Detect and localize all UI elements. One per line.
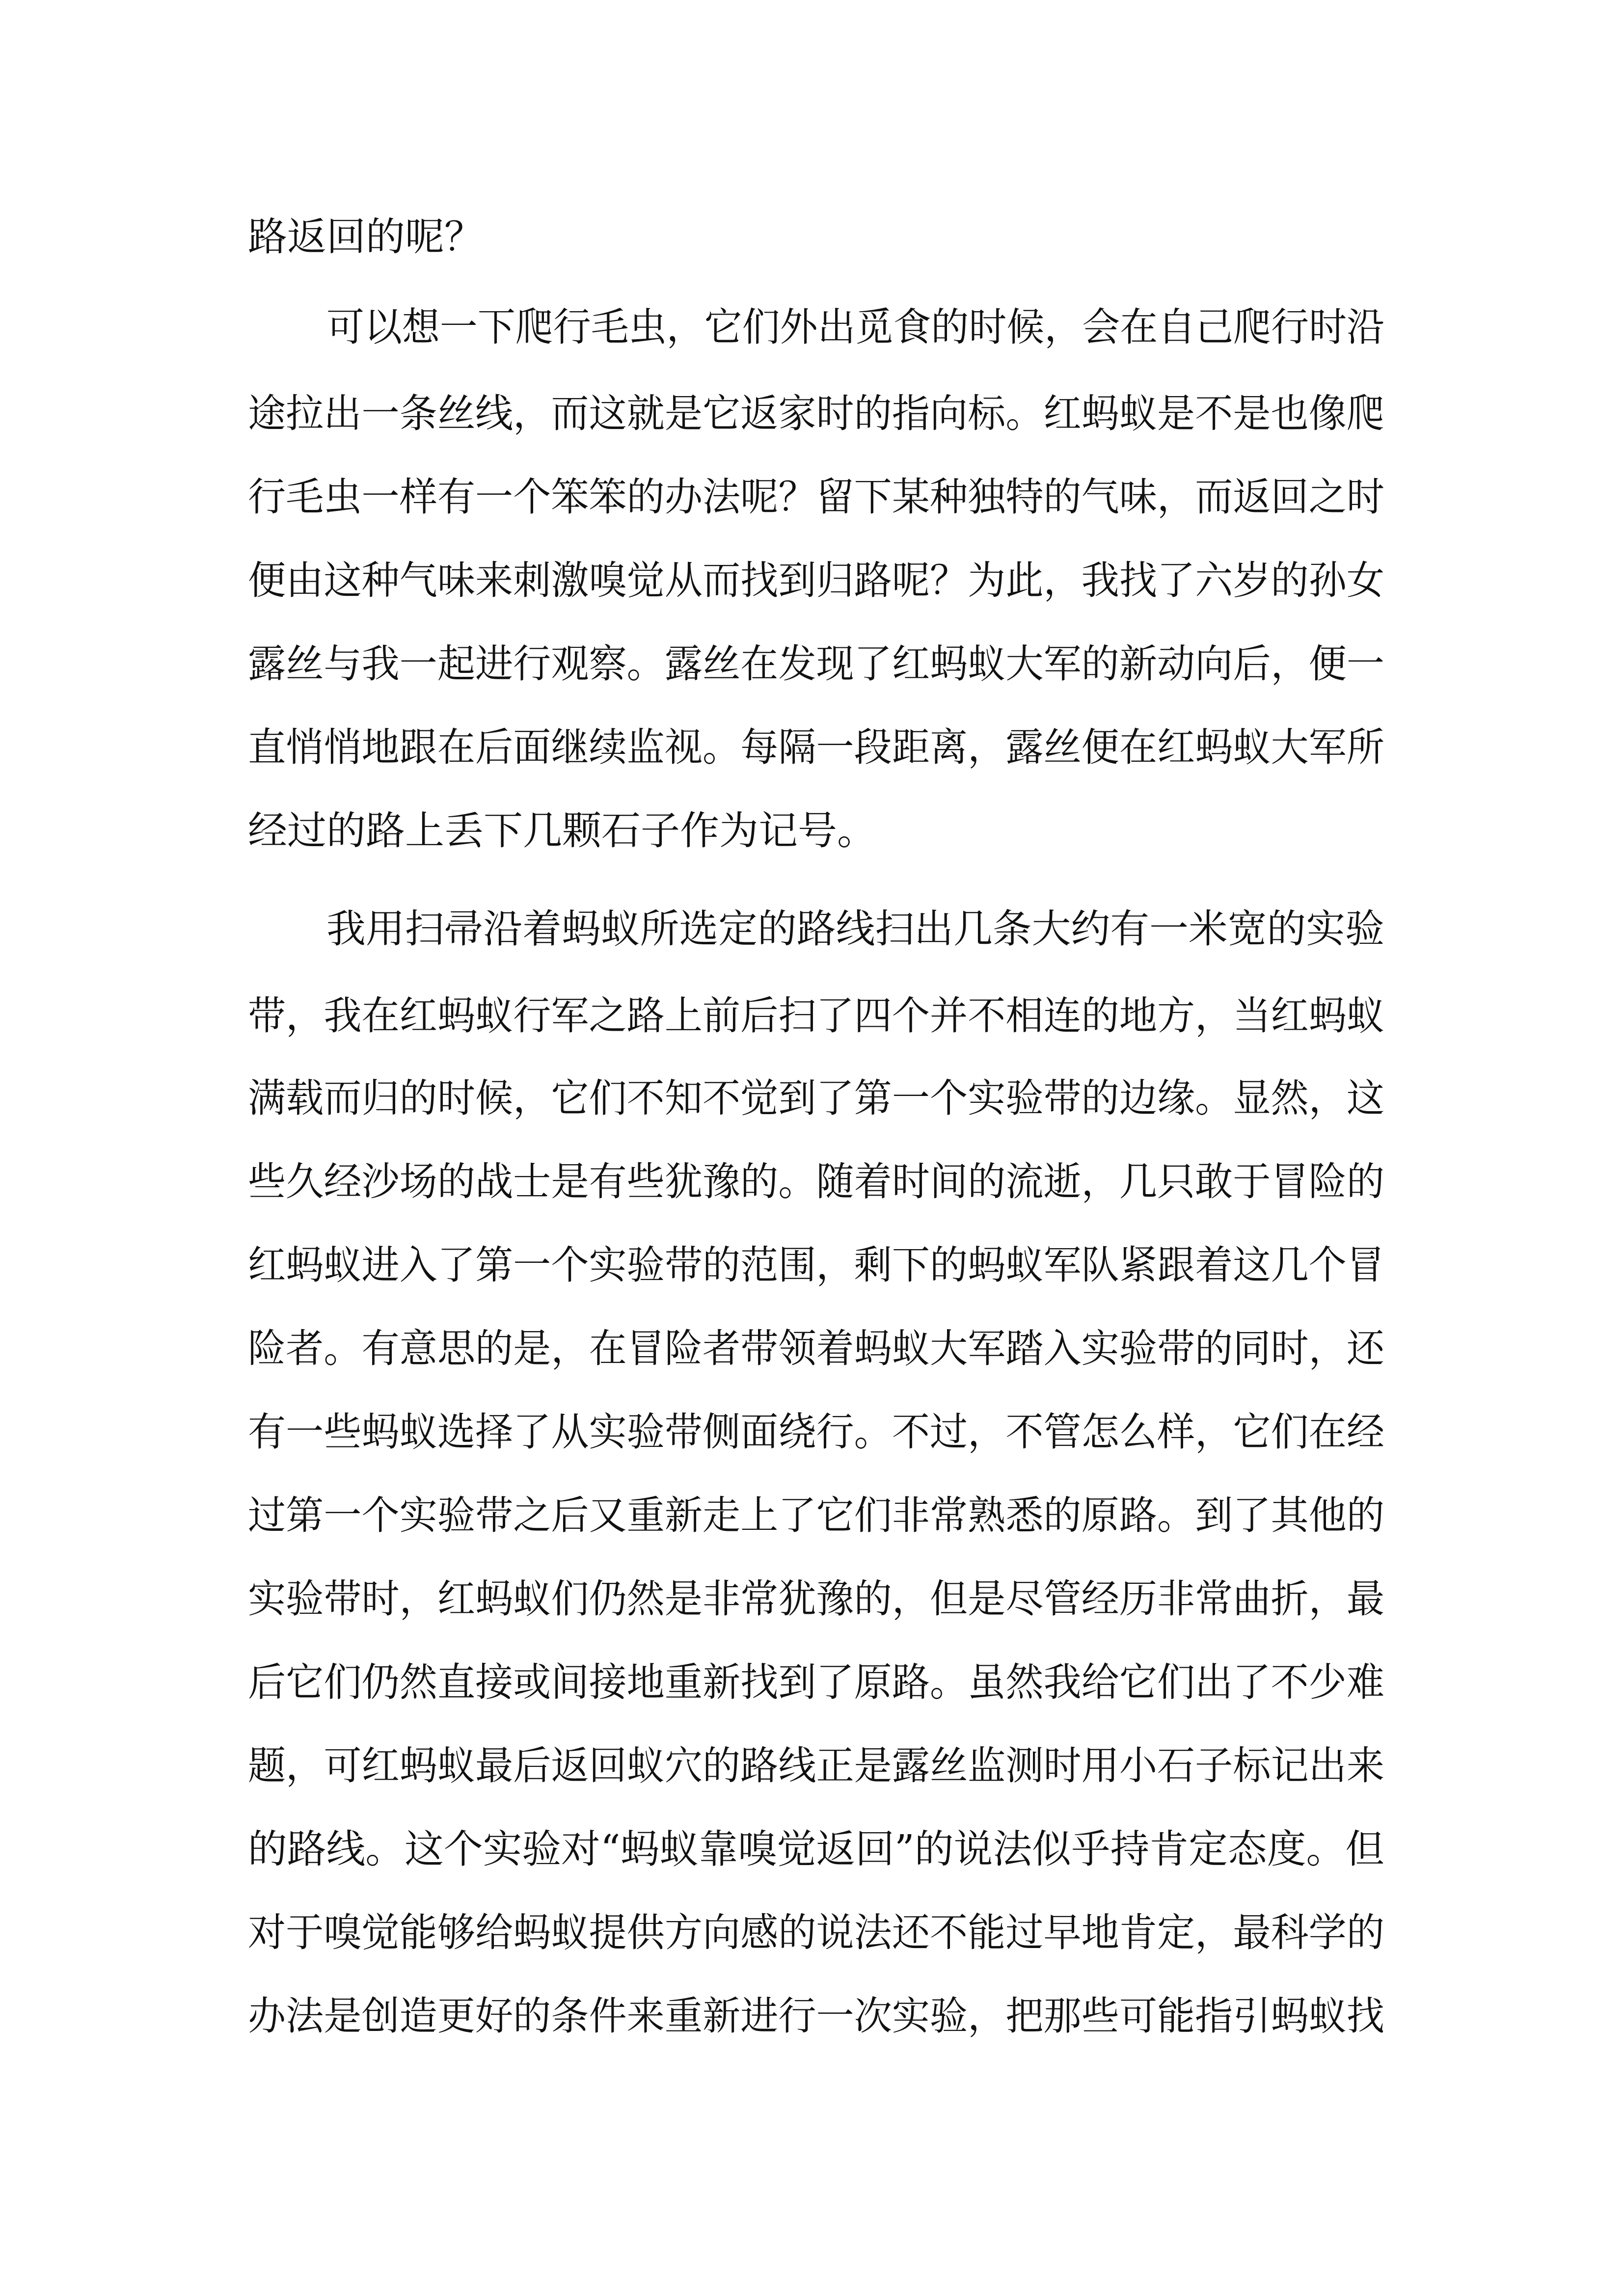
line-text: 露丝与我一起进行观察。露丝在发现了红蚂蚁大军的新动向后，便一 <box>248 641 1384 687</box>
line-text: 的路线。这个实验对“蚂蚁靠嗅觉返回”的说法似乎持肯定态度。但 <box>248 1826 1384 1872</box>
line-text: 我用扫帚沿着蚂蚁所选定的路线扫出几条大约有一米宽的实验 <box>326 906 1384 952</box>
line-text: 满载而归的时候，它们不知不觉到了第一个实验带的边缘。显然，这 <box>248 1075 1384 1121</box>
text-line <box>0 372 1624 455</box>
text-line <box>0 1808 1624 1891</box>
line-text: 可以想一下爬行毛虫，它们外出觅食的时候，会在自己爬行时沿 <box>326 304 1384 350</box>
line-text: 险者。有意思的是，在冒险者带领着蚂蚁大军踏入实验带的同时，还 <box>248 1326 1384 1371</box>
text-line <box>0 789 1624 873</box>
text-line <box>0 539 1624 622</box>
line-text: 有一些蚂蚁选择了从实验带侧面绕行。不过，不管怎么样，它们在经 <box>248 1409 1384 1455</box>
text-line <box>0 1390 1624 1474</box>
line-text: 带，我在红蚂蚁行军之路上前后扫了四个并不相连的地方，当红蚂蚁 <box>248 993 1384 1039</box>
line-text: 路返回的呢？ <box>248 214 484 260</box>
text-line <box>0 1641 1624 1724</box>
line-text: 些久经沙场的战士是有些犹豫的。随着时间的流逝，几只敢于冒险的 <box>248 1159 1384 1204</box>
text-line <box>0 286 1624 369</box>
line-text: 直悄悄地跟在后面继续监视。每隔一段距离，露丝便在红蚂蚁大军所 <box>248 724 1384 770</box>
text-line <box>0 1140 1624 1224</box>
line-text: 后它们仍然直接或间接地重新找到了原路。虽然我给它们出了不少难 <box>248 1659 1384 1705</box>
text-line <box>0 706 1624 789</box>
line-text: 行毛虫一样有一个笨笨的办法呢？留下某种独特的气味，而返回之时 <box>248 474 1384 520</box>
line-text: 过第一个实验带之后又重新走上了它们非常熟悉的原路。到了其他的 <box>248 1493 1384 1538</box>
text-line <box>0 974 1624 1058</box>
text-line <box>0 887 1624 971</box>
line-text: 便由这种气味来刺激嗅觉从而找到归路呢？为此，我找了六岁的孙女 <box>248 558 1384 603</box>
line-text: 对于嗅觉能够给蚂蚁提供方向感的说法还不能过早地肯定，最科学的 <box>248 1910 1384 1955</box>
line-text: 途拉出一条丝线，而这就是它返家时的指向标。红蚂蚁是不是也像爬 <box>248 391 1384 436</box>
line-text: 办法是创造更好的条件来重新进行一次实验，把那些可能指引蚂蚁找 <box>248 1993 1384 2039</box>
text-line <box>0 622 1624 706</box>
text-line <box>0 1307 1624 1390</box>
text-line <box>0 1975 1624 2058</box>
text-line <box>0 1557 1624 1641</box>
line-text: 经过的路上丢下几颗石子作为记号。 <box>248 808 876 854</box>
text-line <box>0 1474 1624 1557</box>
text-line <box>0 1057 1624 1140</box>
text-line <box>0 1891 1624 1975</box>
text-line <box>0 1724 1624 1808</box>
line-text: 题，可红蚂蚁最后返回蚁穴的路线正是露丝监测时用小石子标记出来 <box>248 1743 1384 1789</box>
text-line <box>0 195 1624 279</box>
text-line <box>0 455 1624 539</box>
text-line <box>0 1224 1624 1307</box>
line-text: 红蚂蚁进入了第一个实验带的范围，剩下的蚂蚁军队紧跟着这几个冒 <box>248 1242 1384 1288</box>
line-text: 实验带时，红蚂蚁们仍然是非常犹豫的，但是尽管经历非常曲折，最 <box>248 1576 1384 1622</box>
